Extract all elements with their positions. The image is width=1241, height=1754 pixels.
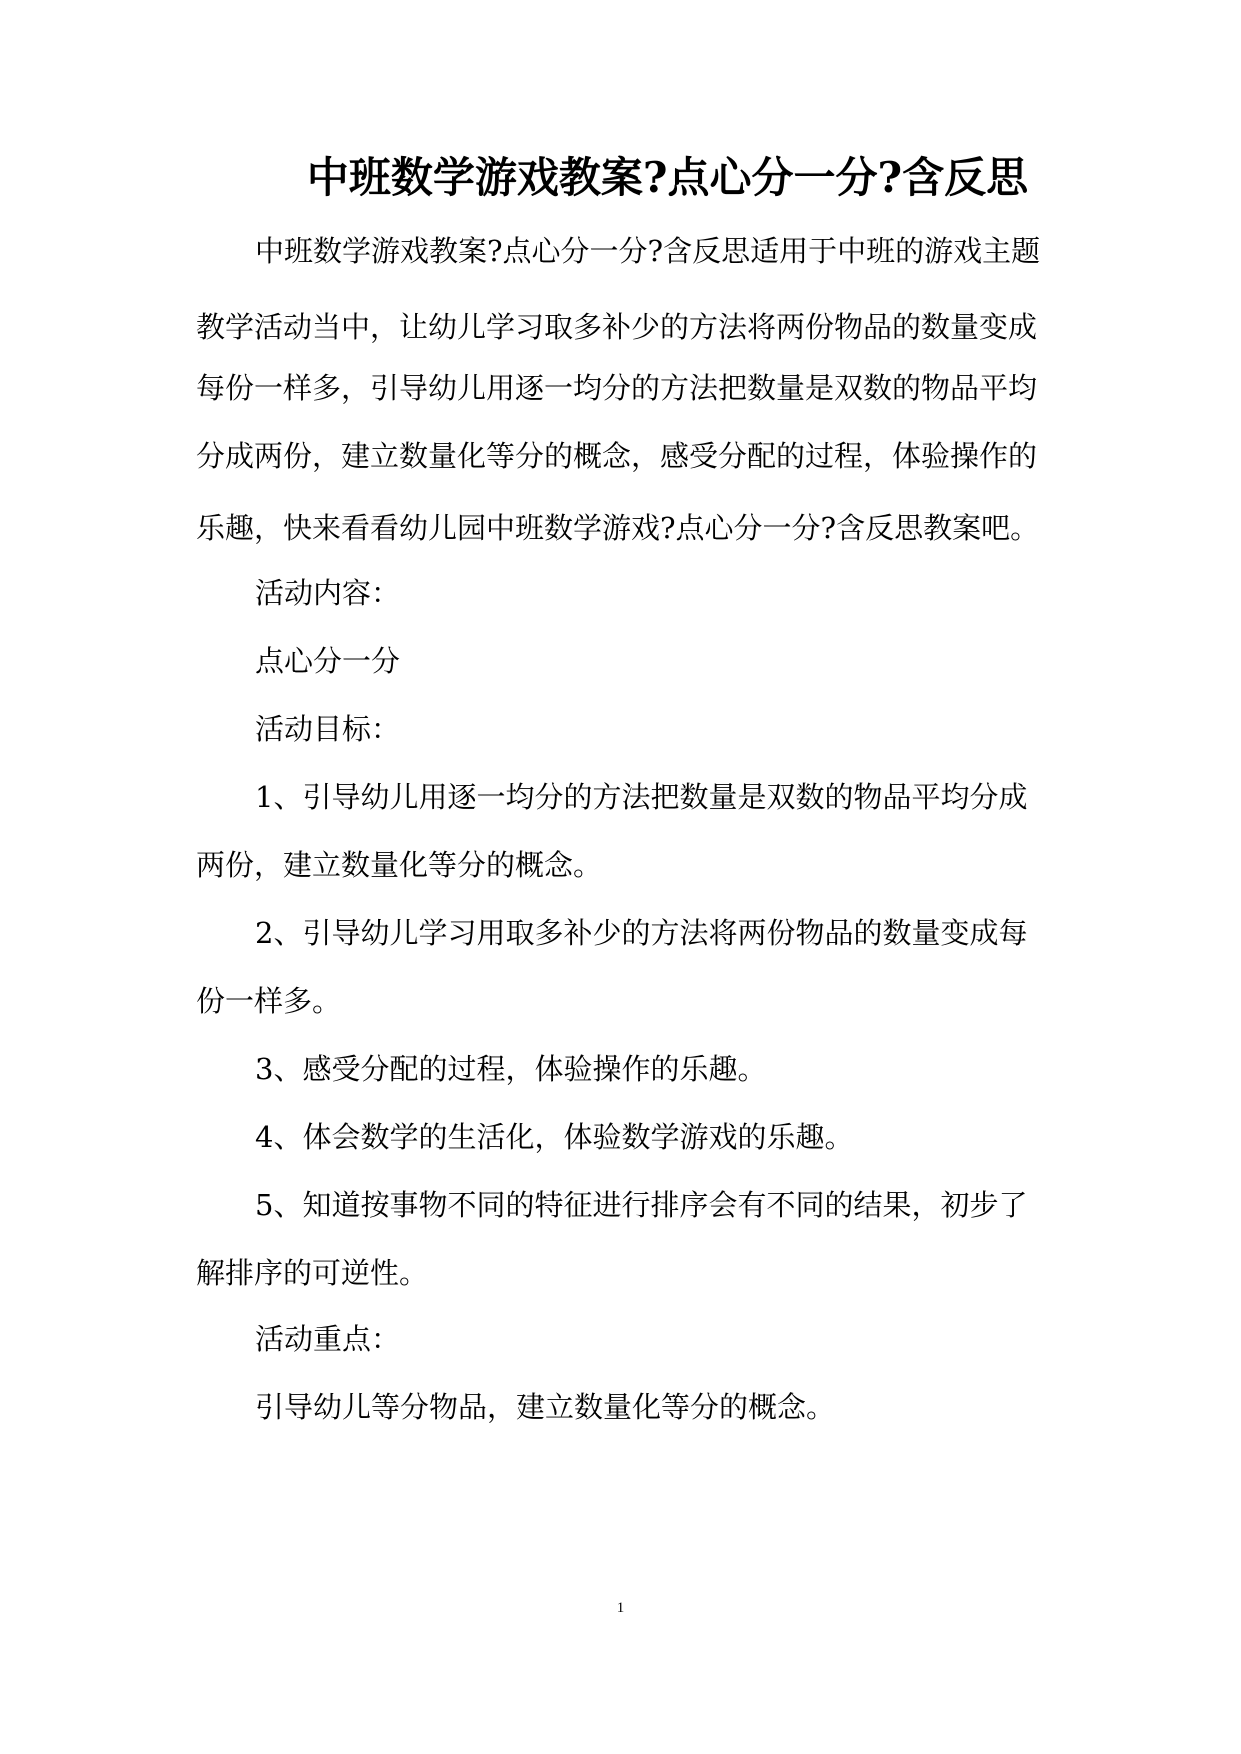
list-item-line: 5、知道按事物不同的特征进行排序会有不同的结果，初步了 [255,1188,1028,1222]
list-item-line: 4、体会数学的生活化，体验数学游戏的乐趣。 [255,1120,854,1154]
list-item-line: 解排序的可逆性。 [196,1256,429,1290]
list-item-line: 2、引导幼儿学习用取多补少的方法将两份物品的数量变成每 [255,916,1028,950]
paragraph-line: 中班数学游戏教案?点心分一分?含反思适用于中班的游戏主题 [255,234,1041,268]
page-number: 1 [616,1600,625,1616]
list-item-line: 1、引导幼儿用逐一均分的方法把数量是双数的物品平均分成 [255,780,1028,814]
list-item-line: 两份，建立数量化等分的概念。 [196,848,603,882]
paragraph-line: 每份一样多，引导幼儿用逐一均分的方法把数量是双数的物品平均 [196,371,1038,405]
list-item-line: 3、感受分配的过程，体验操作的乐趣。 [255,1052,767,1086]
paragraph-line: 乐趣，快来看看幼儿园中班数学游戏?点心分一分?含反思教案吧。 [196,511,1040,545]
section-heading: 活动重点： [255,1322,401,1356]
paragraph-line: 教学活动当中，让幼儿学习取多补少的方法将两份物品的数量变成 [196,310,1038,344]
section-heading: 活动目标： [255,712,401,746]
paragraph-line: 分成两份，建立数量化等分的概念，感受分配的过程，体验操作的 [196,439,1038,473]
list-item-line: 份一样多。 [196,984,342,1018]
paragraph-line: 引导幼儿等分物品，建立数量化等分的概念。 [255,1390,836,1424]
page-title: 中班数学游戏教案?点心分一分?含反思 [306,153,1029,202]
section-heading: 活动内容： [255,576,401,610]
paragraph-line: 点心分一分 [255,644,401,678]
